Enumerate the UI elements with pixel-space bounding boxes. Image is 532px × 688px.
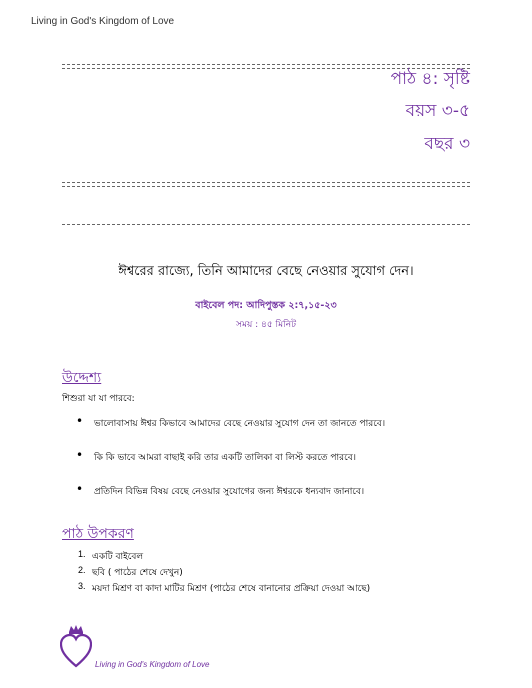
divider-middle (62, 182, 470, 187)
bullet-icon: • (76, 482, 84, 496)
material-text: ময়দা মিশ্রণ বা কাদা মাটির মিশ্রণ (পাঠের শেষে বানানোর প্রক্রিয়া দেওয়া আছে) (92, 584, 371, 594)
list-item (78, 581, 370, 597)
crown-heart-logo-icon (60, 624, 92, 670)
item-number: 3. (78, 581, 86, 591)
page-footer: Living in God's Kingdom of Love (95, 660, 210, 669)
objectives-list (76, 416, 385, 518)
item-number: 1. (78, 549, 86, 559)
item-number: 2. (78, 565, 86, 575)
materials-list (78, 549, 370, 597)
list-item (78, 549, 370, 565)
list-item (78, 565, 370, 581)
list-item (76, 450, 385, 484)
page-header: Living in God's Kingdom of Love (31, 16, 175, 27)
objective-text: ভালোবাসায় ঈশ্বর কিভাবে আমাদের বেছে নেওয়ার সুযোগ দেন তা জানতে পারবে। (94, 419, 386, 429)
lesson-year: বছর ৩ (424, 134, 470, 154)
lesson-title: পাঠ ৪: সৃষ্টি (390, 69, 470, 89)
materials-heading: পাঠ উপকরণ (62, 526, 134, 542)
lesson-duration: সময় : ৪৫ মিনিট (236, 320, 296, 330)
bible-reference: বাইবেল পদ: আদিপুস্তক ২:৭,১৫-২৩ (195, 300, 337, 311)
divider-bottom (62, 224, 470, 225)
material-text: একটি বাইবেল (92, 552, 144, 562)
objective-text: কি কি ভাবে আমরা বাছাই করি তার একটি তালিকা বা লিস্ট করতে পারবে। (94, 453, 356, 463)
bullet-icon: • (76, 414, 84, 428)
age-range: বয়স ৩-৫ (405, 101, 470, 121)
objectives-heading: উদ্দেশ্য (62, 370, 102, 386)
objectives-intro: শিশুরা যা যা পারবে: (62, 394, 135, 404)
list-item (76, 416, 385, 450)
objective-text: প্রতিদিন বিভিন্ন বিষয় বেছে নেওয়ার সুযোগের জন্য ঈশ্বরকে ধন্যবাদ জানাবে। (94, 487, 365, 497)
material-text: ছবি ( পাঠের শেষে দেখুন) (92, 568, 183, 578)
list-item (76, 484, 385, 518)
main-statement: ঈশ্বরের রাজ্যে, তিনি আমাদের বেছে নেওয়ার সুযোগ দেন। (118, 264, 414, 279)
bullet-icon: • (76, 448, 84, 462)
